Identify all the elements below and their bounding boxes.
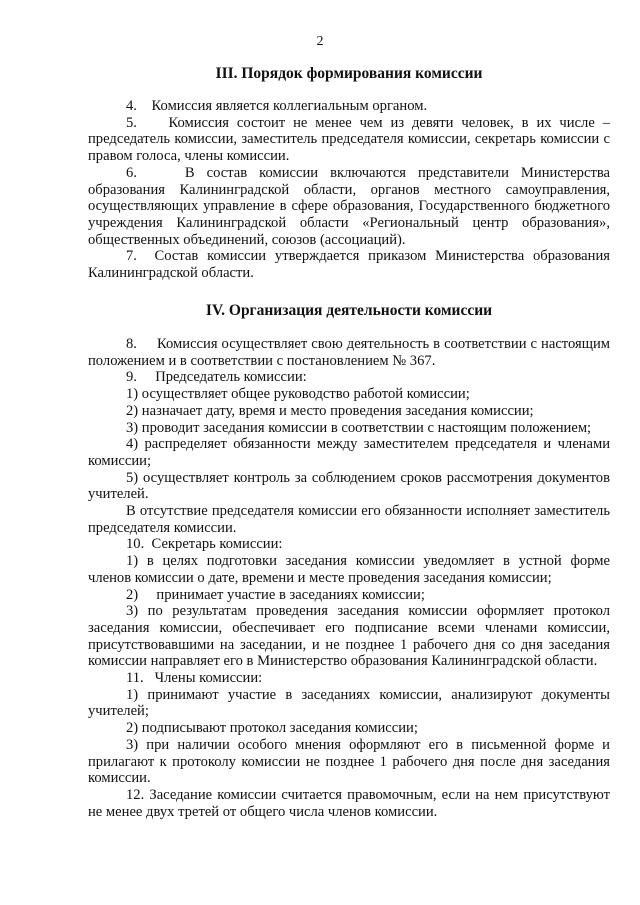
list-item: 5) осуществляет контроль за соблюдением сроков рассмотрения документов учителей. bbox=[88, 469, 610, 503]
list-item: 2) принимает участие в заседаниях комиссии; bbox=[126, 586, 425, 603]
list-item: 4) распределяет обязанности между заместителем председателя и членами комиссии; bbox=[88, 436, 610, 469]
section-3-body bbox=[88, 98, 610, 282]
list-item: 1) в целях подготовки заседания комиссии уведомляет в устной форме членов комиссии о дате, времени и месте проведения заседания комиссии; bbox=[88, 553, 610, 586]
list-item: 2) подписывают протокол заседания комиссии; bbox=[126, 720, 418, 737]
paragraph: 9. Председатель комиссии: bbox=[126, 369, 307, 386]
paragraph: 12. Заседание комиссии считается правомочным, если на нем присутствуют не менее двух третей от общего числа членов комиссии. bbox=[88, 786, 610, 820]
paragraph: 8. Комиссия осуществляет свою деятельность в соответствии с настоящим положением и в соответствии с постановлением № 367. bbox=[88, 336, 610, 369]
list-item: 1) принимают участие в заседаниях комиссии, анализируют документы учителей; bbox=[88, 686, 610, 720]
list-item: 3) проводит заседания комиссии в соответствии с настоящим положением; bbox=[126, 419, 592, 436]
paragraph: 6. В состав комиссии включаются представители Министерства образования Калининградской области, органов местного самоуправления, осуществляющих управление в сфере образования, Государственного бюджетного учреждения Калининградской области «Региональный центр образования», общественных объединений, союзов (ассоциаций). bbox=[88, 164, 610, 248]
section-4-heading: IV. Организация деятельности комиссии bbox=[205, 302, 493, 319]
paragraph: 10. Секретарь комиссии: bbox=[126, 536, 283, 553]
section-3 bbox=[88, 65, 610, 83]
paragraph: 5. Комиссия состоит не менее чем из девяти человек, в их числе – председатель комиссии, заместитель председателя комиссии, секретарь комиссии с правом голоса, члены комиссии. bbox=[88, 114, 610, 165]
section-3-heading: III. Порядок формирования комиссии bbox=[215, 65, 483, 82]
paragraph: 11. Члены комиссии: bbox=[126, 670, 263, 687]
section-4 bbox=[88, 302, 610, 320]
paragraph: 4. Комиссия является коллегиальным органом. bbox=[126, 98, 428, 114]
list-item: 3) при наличии особого мнения оформляют его в письменной форме и прилагают к протоколу комиссии не позднее 1 рабочего дня после дня заседания комиссии. bbox=[88, 736, 610, 787]
list-item: 2) назначает дату, время и место проведения заседания комиссии; bbox=[126, 402, 534, 419]
list-item: 3) по результатам проведения заседания комиссии оформляет протокол заседания комиссии, обеспечивает его подписание всеми членами комиссии, присутствовавшими на заседании, и не позднее 1 рабочего дня со дня заседания комиссии направляет его в Министерство образования Калининградской области. bbox=[88, 603, 610, 670]
list-item: 1) осуществляет общее руководство работой комиссии; bbox=[126, 386, 470, 403]
paragraph: В отсутствие председателя комиссии его обязанности исполняет заместитель председателя комиссии. bbox=[88, 503, 610, 536]
paragraph: 7. Состав комиссии утверждается приказом Министерства образования Калининградской области. bbox=[88, 248, 610, 282]
page-number: 2 bbox=[316, 34, 324, 49]
section-4-body bbox=[88, 336, 610, 820]
